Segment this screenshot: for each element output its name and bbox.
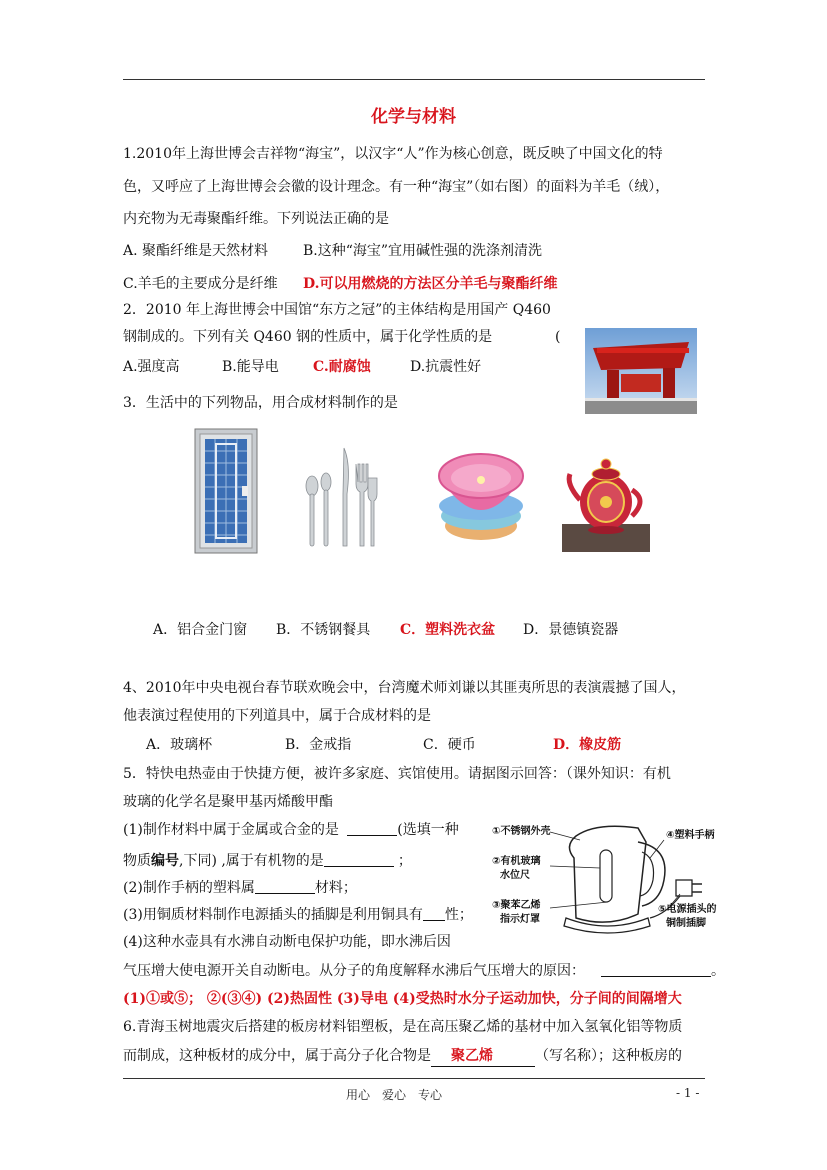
q1-option-a: A. 聚酯纤维是天然材料 — [123, 243, 269, 259]
q1-option-b: B.这种“海宝”宜用碱性强的洗涤剂清洗 — [303, 243, 543, 259]
q5-sub2-text: (2)制作手柄的塑料属 — [123, 880, 255, 896]
q3-answer: C．塑料洗衣盆 — [400, 622, 496, 638]
q5-sub1-cont — [123, 851, 412, 871]
q5-blank-5 — [601, 962, 711, 977]
q1-option-c: C.羊毛的主要成分是纤维 — [123, 276, 278, 292]
q1-line2: 色，又呼应了上海世博会会徽的设计理念。有一种“海宝”（如右图）的面料为羊毛（绒）， — [123, 179, 670, 195]
q1-line1: 1.2010年上海世博会吉祥物“海宝”，以汉字“人”作为核心创意，既反映了中国文化的特 — [123, 146, 663, 162]
kettle-label-3a: ③聚苯乙烯 — [492, 900, 541, 911]
q2-paren: ( — [555, 329, 561, 345]
header-rule — [123, 79, 705, 80]
q6-line2-end: （写名称）；这种板房的 — [535, 1048, 682, 1064]
page-number: - 1 - — [676, 1086, 700, 1100]
china-pavilion-image — [585, 328, 697, 414]
cutlery-image — [300, 444, 378, 550]
q1-line3: 内充物为无毒聚酯纤维。下列说法正确的是 — [123, 211, 389, 227]
q2-option-d: D.抗震性好 — [410, 359, 482, 375]
kettle-label-3b: 指示灯罩 — [500, 914, 540, 925]
q5-sub1-word: 物质 — [123, 853, 151, 869]
q5-blank-4 — [423, 906, 445, 921]
q5-sub4-end: 。 — [711, 963, 725, 979]
q6-line2-text: 而制成，这种板材的成分中，属于高分子化合物是 — [123, 1048, 431, 1064]
q5-line2: 玻璃的化学名是聚甲基丙烯酸甲酯 — [123, 794, 333, 810]
q6-line1: 6.青海玉树地震灾后搭建的板房材料铝塑板，是在高压聚乙烯的基材中加入氢氧化铝等物质 — [123, 1019, 683, 1035]
q2-line1: 2．2010 年上海世博会中国馆“东方之冠”的主体结构是用国产 Q460 — [123, 302, 551, 318]
q2-line2: 钢制成的。下列有关 Q460 钢的性质中，属于化学性质的是 — [123, 329, 493, 345]
q5-blank-1 — [347, 821, 397, 836]
q5-sub2-end: 材料； — [314, 880, 357, 896]
q3-option-a: A．铝合金门窗 — [153, 622, 248, 638]
q5-sub1-bold: 编号 — [151, 853, 179, 869]
q5-sub4-text: 气压增大使电源开关自动断电。从分子的角度解释水沸后气压增大的原因： — [123, 963, 585, 979]
q5-blank-3 — [255, 879, 315, 894]
q5-sub3-end: 性； — [444, 907, 473, 923]
kettle-label-5b: 铜制插脚 — [666, 918, 706, 929]
q5-sub1-semi: ； — [397, 853, 412, 869]
q5-sub3 — [123, 905, 473, 925]
electric-kettle-diagram — [488, 818, 738, 940]
q5-answer: (1)①或⑤； ②(③④) (2)热固性 (3)导电 (4)受热时水分子运动加快，分子间的间隔增大 — [123, 991, 682, 1007]
q5-sub4-cont — [123, 961, 725, 981]
porcelain-teapot-image — [562, 444, 650, 552]
aluminum-door-image — [194, 428, 258, 554]
q5-blank-2 — [324, 852, 394, 867]
q5-sub4: (4)这种水壶具有水沸自动断电保护功能，即水沸后因 — [123, 934, 451, 950]
footer-motto: 用心 爱心 专心 — [346, 1088, 443, 1102]
q5-sub1-text: (1)制作材料中属于金属或合金的是 — [123, 822, 339, 838]
plastic-basin-image — [436, 444, 526, 550]
q4-answer: D．橡皮筋 — [553, 737, 622, 753]
q4-line2: 他表演过程使用的下列道具中，属于合成材料的是 — [123, 708, 431, 724]
q4-option-a: A．玻璃杯 — [146, 737, 213, 753]
q5-sub2 — [123, 878, 357, 898]
q2-option-a: A.强度高 — [123, 359, 180, 375]
page-title: 化学与材料 — [371, 107, 456, 127]
q3-option-d: D．景德镇瓷器 — [523, 622, 619, 638]
q5-sub1-rest: ,下同) ,属于有机物的是 — [179, 853, 324, 869]
q5-sub1-hint: (选填一种 — [397, 822, 459, 838]
q1-answer: D.可以用燃烧的方法区分羊毛与聚酯纤维 — [303, 276, 558, 292]
q5-line1: 5．特快电热壶由于快捷方便，被许多家庭、宾馆使用。请据图示回答：（课外知识：有机 — [123, 766, 671, 782]
q4-line1: 4、2010年中央电视台春节联欢晚会中，台湾魔术师刘谦以其匪夷所思的表演震撼了国人， — [123, 680, 686, 696]
kettle-label-2b: 水位尺 — [500, 870, 530, 881]
q2-answer: C.耐腐蚀 — [313, 359, 371, 375]
q5-sub1 — [123, 820, 459, 840]
q4-option-c: C．硬币 — [423, 737, 476, 753]
q2-option-b: B.能导电 — [222, 359, 279, 375]
q6-answer: 聚乙烯 — [431, 1046, 535, 1067]
kettle-label-2a: ②有机玻璃 — [492, 856, 541, 867]
footer-rule — [123, 1078, 705, 1079]
q5-sub3-text: (3)用铜质材料制作电源插头的插脚是利用铜具有 — [123, 907, 423, 923]
q3-stem: 3．生活中的下列物品，用合成材料制作的是 — [123, 395, 398, 411]
kettle-label-1: ①不锈钢外壳 — [492, 826, 551, 837]
kettle-label-4: ④塑料手柄 — [666, 830, 715, 841]
q6-line2 — [123, 1046, 682, 1067]
q3-option-b: B．不锈钢餐具 — [276, 622, 371, 638]
kettle-label-5a: ⑤电源插头的 — [658, 904, 717, 915]
q4-option-b: B．金戒指 — [285, 737, 352, 753]
